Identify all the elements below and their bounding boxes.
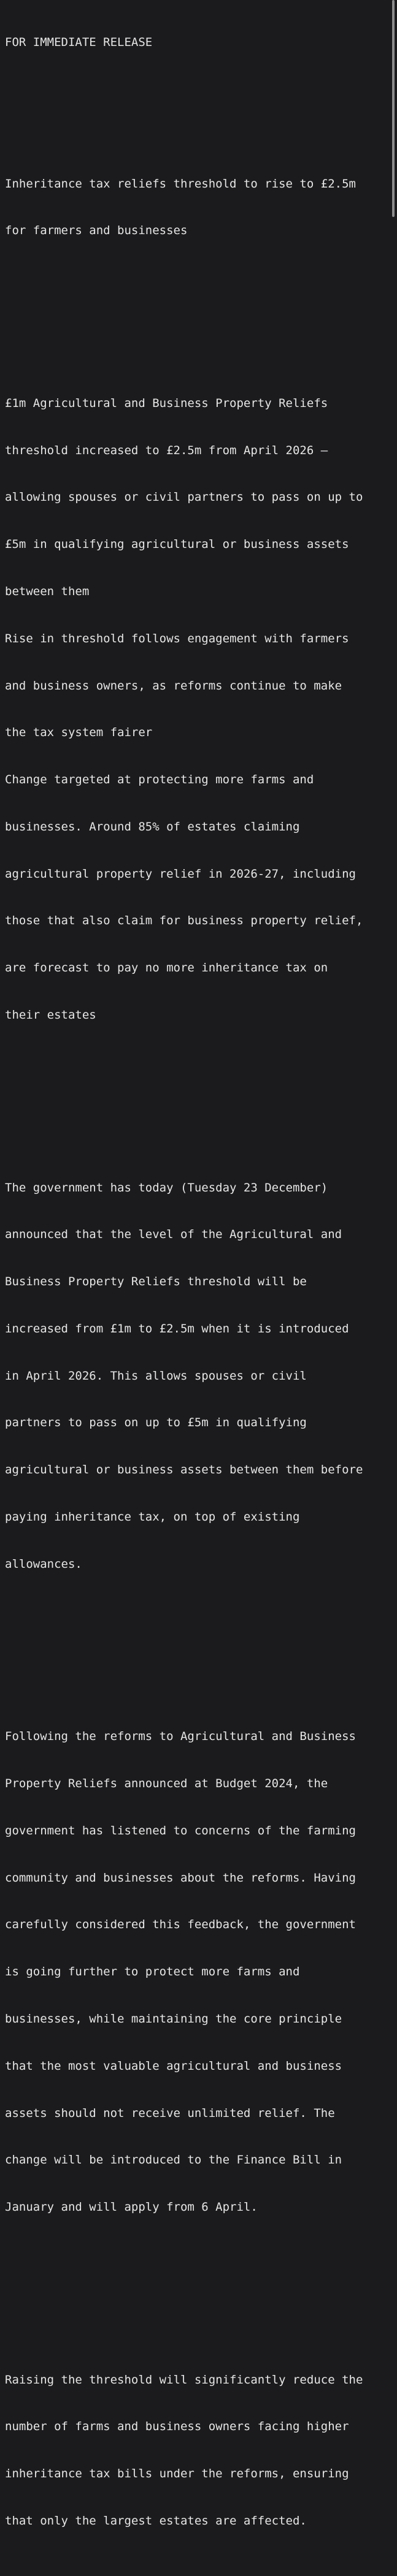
paragraph-line: Property Reliefs announced at Budget 2024, the	[5, 1777, 328, 1791]
paragraph-line: partners to pass on up to £5m in qualifying	[5, 1416, 307, 1430]
paragraph-line: January and will apply from 6 April.	[5, 2200, 258, 2214]
summary-line: Change targeted at protecting more farms and	[5, 773, 314, 787]
headline-line: Inheritance tax reliefs threshold to rise to £2.5m	[5, 177, 356, 191]
paragraph-line: The government has today (Tuesday 23 December)	[5, 1180, 328, 1195]
paragraph-line: in April 2026. This allows spouses or civil	[5, 1369, 307, 1383]
blank-line	[5, 1635, 393, 1651]
headline-line: for farmers and businesses	[5, 224, 188, 238]
paragraph-line: Business Property Reliefs threshold will be	[5, 1275, 307, 1289]
paragraph-line: paying inheritance tax, on top of existing	[5, 1510, 300, 1524]
release-label: FOR IMMEDIATE RELEASE	[5, 36, 153, 50]
vertical-scrollbar[interactable]	[390, 0, 397, 735]
paragraph-line: that only the largest estates are affected.	[5, 2514, 307, 2528]
paragraph-line: change will be introduced to the Finance Bill in	[5, 2153, 342, 2167]
summary-line: and business owners, as reforms continue to make	[5, 678, 342, 693]
paragraph-line: increased from £1m to £2.5m when it is introduced	[5, 1321, 349, 1335]
summary-line: the tax system fairer	[5, 726, 153, 740]
summary-line: those that also claim for business property relief,	[5, 914, 363, 928]
scrollbar-thumb[interactable]	[392, 0, 395, 217]
summary-line: allowing spouses or civil partners to pass on up to	[5, 490, 363, 504]
paragraph-line: number of farms and business owners facing higher	[5, 2420, 349, 2434]
paragraph-line: government has listened to concerns of the farming	[5, 1823, 356, 1837]
blank-line	[5, 1086, 393, 1102]
paragraph-line: Raising the threshold will significantly reduce the	[5, 2373, 363, 2387]
summary-line: threshold increased to £2.5m from April 2026 –	[5, 443, 328, 457]
summary-line: between them	[5, 584, 90, 598]
summary-line: are forecast to pay no more inheritance tax on	[5, 961, 328, 975]
paragraph-line: carefully considered this feedback, the government	[5, 1918, 356, 1932]
paragraph-line: is going further to protect more farms and	[5, 1965, 300, 1979]
paragraph-impact	[5, 2341, 393, 2560]
paragraph-line: inheritance tax bills under the reforms, ensuring	[5, 2467, 349, 2481]
paragraph-line: announced that the level of the Agricultural and	[5, 1228, 342, 1242]
blank-line	[5, 82, 393, 98]
summary-points	[5, 365, 393, 1055]
paragraph-line: assets should not receive unlimited relief. The	[5, 2106, 335, 2120]
paragraph-line: businesses, while maintaining the core principle	[5, 2012, 342, 2026]
paragraph-line: Following the reforms to Agricultural and Business	[5, 1730, 356, 1744]
summary-line: their estates	[5, 1008, 96, 1022]
paragraph-background	[5, 1698, 393, 2247]
summary-line: £1m Agricultural and Business Property Reliefs	[5, 396, 328, 410]
paragraph-line: agricultural or business assets between them before	[5, 1463, 363, 1477]
summary-line: agricultural property relief in 2026-27, including	[5, 867, 356, 881]
headline	[5, 145, 393, 270]
paragraph-line: allowances.	[5, 1557, 82, 1571]
blank-line	[5, 2278, 393, 2294]
summary-line: £5m in qualifying agricultural or business assets	[5, 538, 349, 552]
blank-line	[5, 302, 393, 317]
summary-line: businesses. Around 85% of estates claiming	[5, 819, 300, 834]
paragraph-line: community and businesses about the reforms. Having	[5, 1871, 356, 1885]
paragraph-announcement	[5, 1149, 393, 1603]
paragraph-line: that the most valuable agricultural and business	[5, 2059, 342, 2073]
summary-line: Rise in threshold follows engagement with farmers	[5, 631, 349, 645]
